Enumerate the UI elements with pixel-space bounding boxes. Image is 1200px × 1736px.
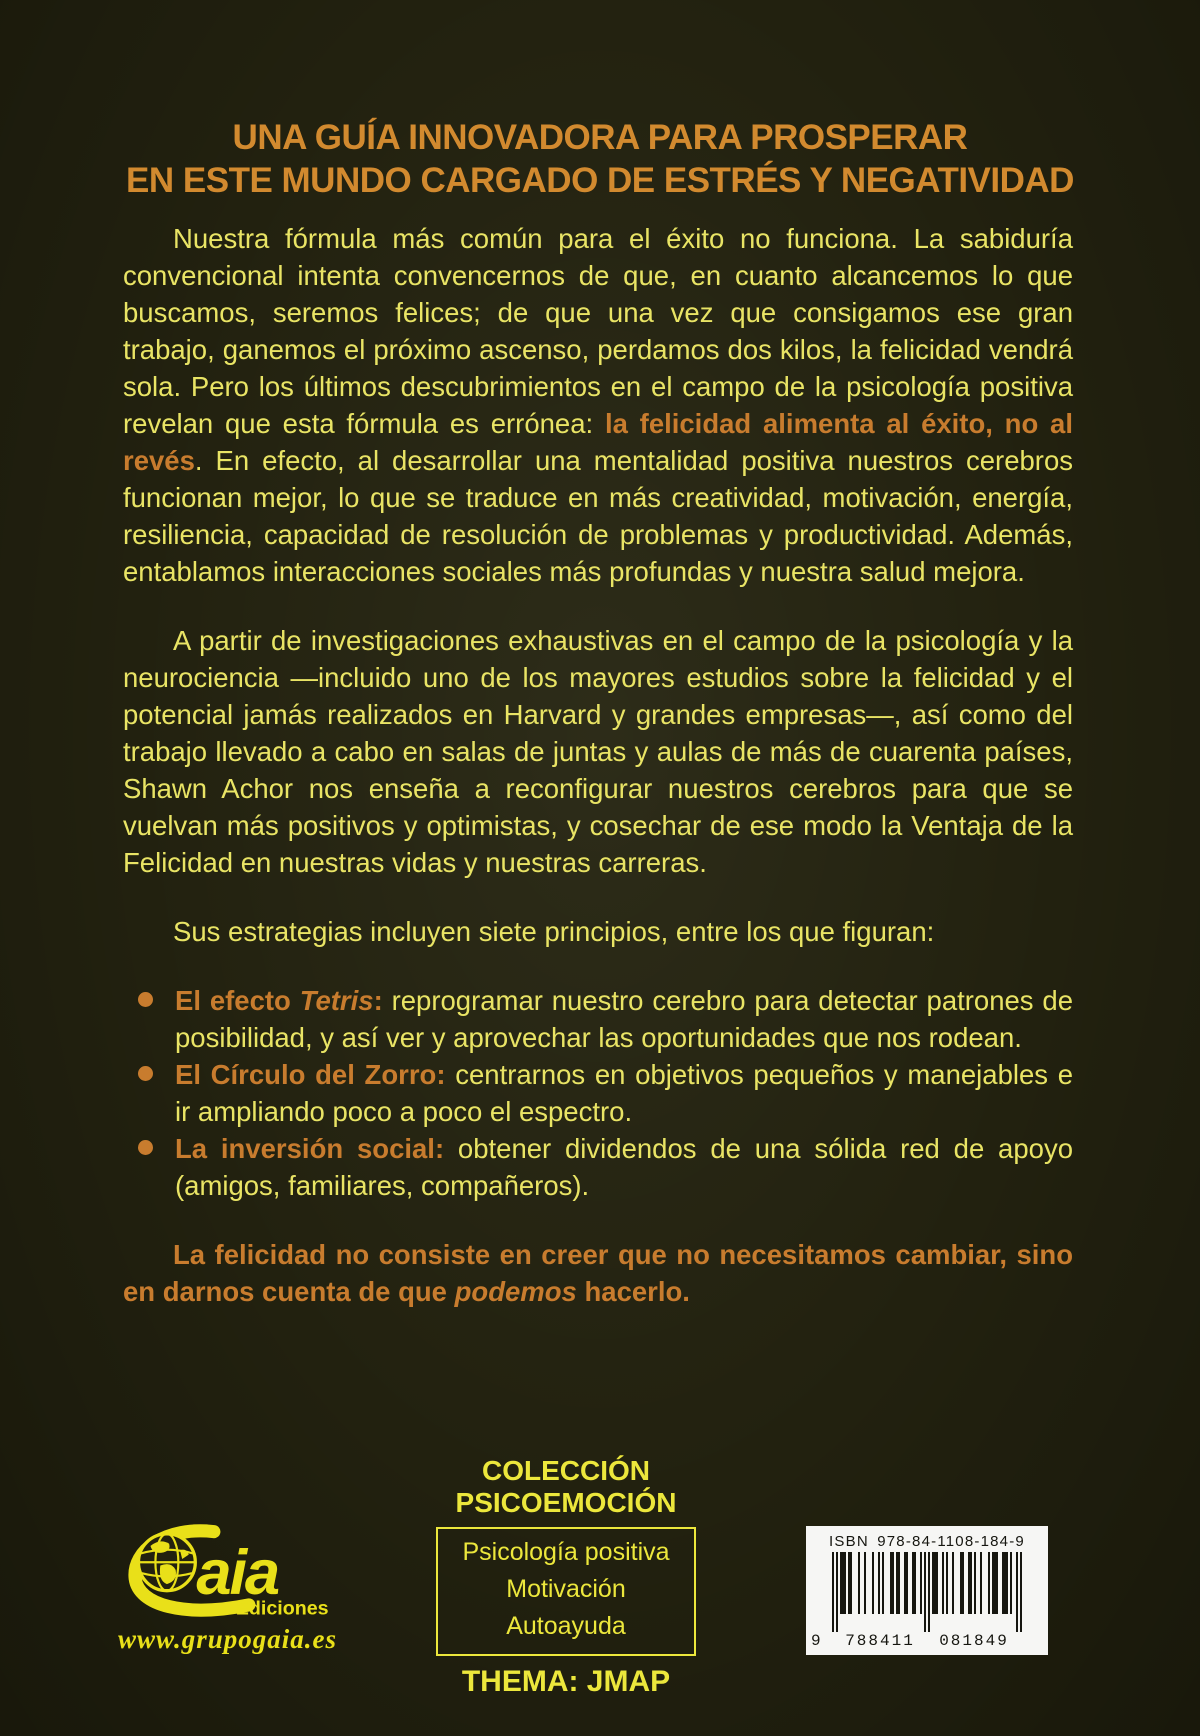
barcode-digit-first: 9 (811, 1632, 821, 1650)
principles-list (123, 982, 1073, 1204)
category-box (436, 1527, 696, 1656)
collection-line-2: PSICOEMOCIÓN (455, 1487, 677, 1518)
barcode-bars (832, 1552, 1022, 1632)
bullet-icon (138, 1066, 153, 1081)
bullet-icon (138, 1140, 153, 1155)
headline (0, 116, 1200, 202)
paragraph-formula: Nuestra fórmula más común para el éxito no funciona. La sabiduría convencional intenta convencernos de que, en cuanto alcancemos lo que buscamos, seremos felices; de que una vez que consigamos ese gran trabajo, ganemos el próximo ascenso, perdamos dos kilos, la felicidad vendrá sola. Pero los últimos descubrimientos en el campo de la psicología positiva revelan que esta fórmula es errónea: la felicidad alimenta al éxito, no al revés. En efecto, al desarrollar una mentalidad positiva nuestros cerebros funcionan mejor, lo que se traduce en más creatividad, motivación, energía, resiliencia, capacidad de resolución de problemas y productividad. Además, entablamos interacciones sociales más profundas y nuestra salud mejora. (123, 223, 1073, 587)
list-item-text: El efecto Tetris: reprogramar nuestro cerebro para detectar patrones de posibilidad, y así ver y aprovechar las oportunidades que nos rodean. (175, 985, 1073, 1053)
collection-title (380, 1455, 752, 1519)
headline-line-1: UNA GUÍA INNOVADORA PARA PROSPERAR (232, 118, 968, 157)
collection-line-1: COLECCIÓN (482, 1455, 650, 1486)
thema-code: THEMA: JMAP (461, 1665, 671, 1698)
strategies-intro: Sus estrategias incluyen siete principios, entre los que figuran: (173, 916, 935, 947)
body-copy (123, 220, 1073, 1310)
category-item: Autoayuda (506, 1612, 626, 1640)
paragraph-research: A partir de investigaciones exhaustivas en el campo de la psicología y la neurociencia —incluido uno de los mayores estudios sobre la felicidad y el potencial jamás realizados en Harvard y grandes empresas—, así como del trabajo llevado a cabo en salas de juntas y aulas de más de cuarenta países, Shawn Achor nos enseña a reconfigurar nuestros cerebros para que se vuelvan más positivos y optimistas, y cosechar de ese modo la Ventaja de la Felicidad en nuestras vidas y nuestras carreras. (123, 625, 1073, 878)
publisher-block (118, 1524, 336, 1654)
gaia-wordmark: aia (196, 1537, 278, 1608)
category-item: Motivación (506, 1575, 626, 1603)
gaia-subtitle: Ediciones (235, 1597, 329, 1618)
list-item-text: La inversión social: obtener dividendos de una sólida red de apoyo (amigos, familiares, compañeros). (175, 1133, 1073, 1201)
isbn-label: ISBN 978-84-1108-184-9 (829, 1533, 1025, 1550)
barcode-block (806, 1526, 1048, 1655)
globe-icon (138, 1534, 195, 1591)
list-item-social-investment (123, 1130, 1073, 1204)
closing-statement: La felicidad no consiste en creer que no necesitamos cambiar, sino en darnos cuenta de que podemos hacerlo. (123, 1239, 1073, 1307)
headline-line-2: EN ESTE MUNDO CARGADO DE ESTRÉS Y NEGATIVIDAD (126, 161, 1074, 200)
list-item-tetris-effect (123, 982, 1073, 1056)
collection-block (380, 1455, 752, 1699)
barcode-digits-right: 081849 (939, 1632, 1009, 1650)
list-item-zorro-circle (123, 1056, 1073, 1130)
gaia-logo (125, 1524, 329, 1618)
publisher-website: www.grupogaia.es (118, 1624, 338, 1654)
category-item: Psicología positiva (462, 1538, 670, 1566)
list-item-text: El Círculo del Zorro: centrarnos en objetivos pequeños y manejables e ir ampliando poco a poco el espectro. (175, 1059, 1074, 1127)
barcode-digits-left: 788411 (845, 1632, 915, 1650)
bullet-icon (138, 992, 153, 1007)
